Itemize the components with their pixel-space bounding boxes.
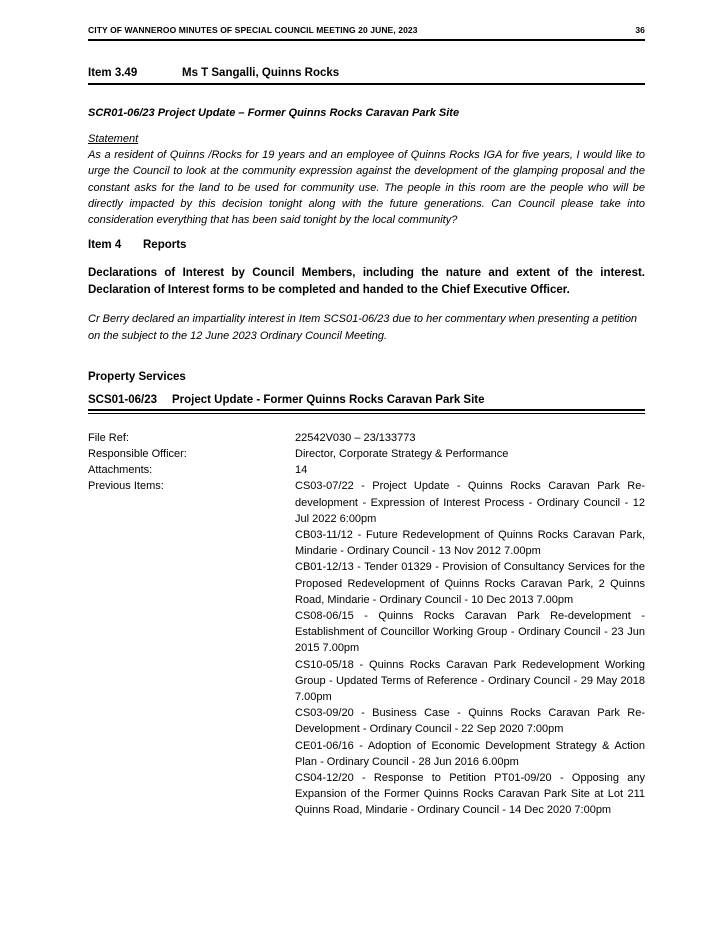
scs-title: Project Update - Former Quinns Rocks Caravan Park Site [172, 393, 485, 406]
previous-item: CE01-06/16 - Adoption of Economic Development Strategy & Action Plan - Ordinary Council - 28 Jun 2016 6.00pm [295, 739, 645, 768]
previous-item: CB03-11/12 - Future Redevelopment of Quinns Rocks Caravan Park, Mindarie - Ordinary Council - 13 Nov 2012 7.00pm [295, 529, 645, 558]
file-details [88, 430, 645, 819]
scs-number: SCS01-06/23 [88, 393, 158, 406]
item-3-49-heading [88, 67, 645, 85]
responsible-officer-label: Responsible Officer: [88, 448, 187, 461]
item-3-49-number: Item 3.49 [88, 67, 138, 79]
previous-item: CS03-07/22 - Project Update - Quinns Rocks Caravan Park Re-development - Expression of Interest Process - Ordinary Council - 12 Jul 2022 6:00pm [295, 480, 645, 525]
attachments-label: Attachments: [88, 464, 153, 477]
scr-heading: SCR01-06/23 Project Update – Former Quinns Rocks Caravan Park Site [88, 107, 460, 119]
previous-items-label: Previous Items: [88, 480, 164, 493]
scs-heading [88, 394, 645, 411]
statement-label: Statement [88, 133, 139, 145]
page-header [88, 25, 645, 41]
section-heading-property-services: Property Services [88, 370, 186, 383]
file-ref-label: File Ref: [88, 431, 129, 444]
page-number: 36 [635, 25, 645, 35]
previous-item: CS10-05/18 - Quinns Rocks Caravan Park Redevelopment Working Group - Updated Terms of Reference - Ordinary Council - 29 May 2018 7.00pm [295, 658, 645, 704]
previous-item: CS04-12/20 - Response to Petition PT01-09/20 - Opposing any Expansion of the Former Quinns Rocks Caravan Park Site at Lot 211 Quinns Road, Mindarie - Ordinary Council - 14 Dec 2020 7:00pm [295, 772, 645, 817]
previous-item: CS03-09/20 - Business Case - Quinns Rocks Caravan Park Re-Development - Ordinary Council - 22 Sep 2020 7:00pm [295, 707, 645, 736]
previous-item: CS08-06/15 - Quinns Rocks Caravan Park Re-development - Establishment of Councillor Working Group - Ordinary Council - 23 Jun 2015 7.00pm [295, 610, 645, 655]
previous-items-list [295, 478, 645, 818]
attachments-value: 14 [295, 464, 308, 477]
statement-text: As a resident of Quinns /Rocks for 19 years and an employee of Quinns Rocks IGA for five years, I would like to urge the Council to look at the community expression against the development of the glamping proposal and the constant asks for the land to be used for community use. The people in this room are the people who will be directly impacted by this decision tonight along with the future generations. Can Council please take into consideration everything that has been said tonight by the local community? [88, 149, 645, 227]
cr-berry-note: Cr Berry declared an impartiality interest in Item SCS01-06/23 due to her commentary when presenting a petition on the subject to the 12 June 2023 Ordinary Council Meeting. [88, 313, 638, 342]
scs-heading-double-rule [88, 411, 645, 414]
responsible-officer-value: Director, Corporate Strategy & Performance [295, 448, 509, 461]
item-4-heading [88, 239, 645, 251]
item-4-number: Item 4 [88, 239, 122, 252]
declarations-text: Declarations of Interest by Council Members, including the nature and extent of the interest. Declaration of Interest forms to be completed and handed to the Chief Executive Officer. [88, 267, 645, 296]
item-3-49-title: Ms T Sangalli, Quinns Rocks [182, 67, 340, 79]
previous-item: CB01-12/13 - Tender 01329 - Provision of Consultancy Services for the Proposed Redevelopment of Quinns Rocks Caravan Park, 2 Quinns Road, Mindarie - Ordinary Council - 10 Dec 2013 7.00pm [295, 561, 645, 606]
item-4-title: Reports [143, 239, 187, 252]
header-title: CITY OF WANNEROO MINUTES OF SPECIAL COUNCIL MEETING 20 JUNE, 2023 [88, 25, 418, 35]
file-ref-value: 22542V030 – 23/133773 [295, 431, 416, 444]
